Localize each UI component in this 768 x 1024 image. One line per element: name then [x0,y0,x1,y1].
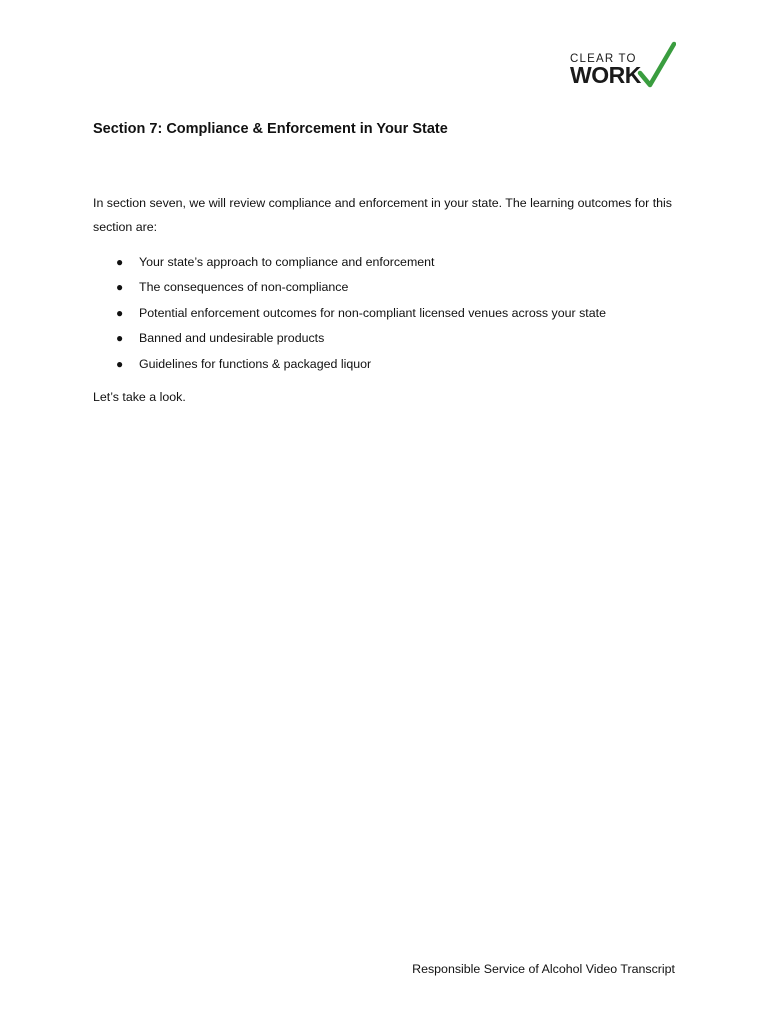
closing-paragraph: Let’s take a look. [93,390,186,404]
page-footer: Responsible Service of Alcohol Video Transcript [412,962,675,976]
list-item-text: Banned and undesirable products [139,331,325,346]
bullet-icon: ● [116,255,124,269]
list-item [93,326,673,351]
clear-to-work-logo [568,40,676,92]
list-item-text: Potential enforcement outcomes for non-compliant licensed venues across your state [139,305,606,320]
list-item [93,250,673,275]
intro-paragraph: In section seven, we will review compliance and enforcement in your state. The learning outcomes for this section are: [93,196,672,234]
bullet-icon: ● [116,331,124,346]
bullet-icon: ● [116,305,124,320]
section-title: Section 7: Compliance & Enforcement in Your State [93,121,448,137]
list-item-text: Your state’s approach to compliance and enforcement [139,255,435,269]
list-item-text: Guidelines for functions & packaged liquor [139,356,372,371]
learning-outcomes-list [93,250,673,377]
logo-line-1: CLEAR TO [570,53,637,65]
list-item [93,352,673,377]
bullet-icon: ● [116,356,124,371]
logo-line-2: WORK [570,62,641,88]
check-mark-icon [568,40,676,92]
list-item-text: The consequences of non-compliance [139,280,349,295]
list-item [93,275,673,300]
list-item [93,301,673,326]
bullet-icon: ● [116,280,124,295]
